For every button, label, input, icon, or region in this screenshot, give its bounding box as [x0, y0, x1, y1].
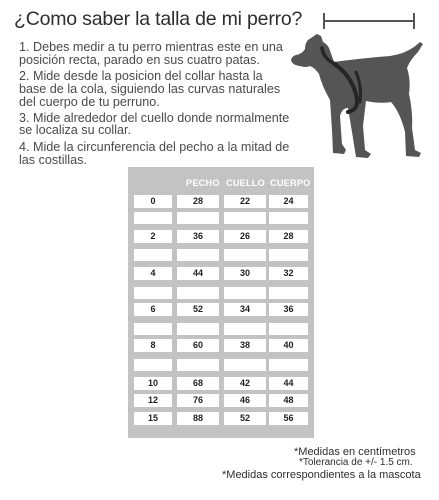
table-cell-cuerpo: 32 — [269, 267, 308, 280]
table-cell-size: 8 — [134, 339, 172, 352]
spacer-cell — [224, 249, 266, 261]
spacer-cell — [177, 323, 219, 335]
table-cell-cuerpo: 48 — [269, 394, 308, 407]
table-cell-cuerpo: 24 — [269, 195, 308, 208]
spacer-cell — [269, 212, 308, 224]
table-cell-cuerpo: 40 — [269, 339, 308, 352]
table-cell-cuerpo: 28 — [269, 230, 308, 243]
table-cell-size: 0 — [134, 195, 172, 208]
table-cell-pecho: 28 — [177, 195, 219, 208]
note-tolerance: *Tolerancia de +/- 1.5 cm. — [299, 457, 413, 468]
table-cell-pecho: 44 — [177, 267, 219, 280]
table-cell-pecho: 36 — [177, 230, 219, 243]
table-cell-cuerpo: 36 — [269, 303, 308, 316]
table-cell-cuerpo: 44 — [269, 377, 308, 390]
spacer-cell — [269, 359, 308, 371]
table-cell-pecho: 60 — [177, 339, 219, 352]
table-cell-size: 10 — [134, 377, 172, 390]
spacer-cell — [177, 359, 219, 371]
column-header-cuello: CUELLO — [226, 178, 265, 188]
spacer-cell — [134, 359, 172, 371]
spacer-cell — [269, 287, 308, 299]
spacer-cell — [134, 287, 172, 299]
column-header-pecho: PECHO — [186, 178, 220, 188]
step-2-line-3: del cuerpo de tu perruno. — [19, 95, 160, 109]
spacer-cell — [224, 287, 266, 299]
note-units: *Medidas en centímetros — [294, 446, 416, 458]
spacer-cell — [134, 249, 172, 261]
spacer-cell — [224, 323, 266, 335]
spacer-cell — [134, 323, 172, 335]
step-4-line-2: las costillas. — [19, 153, 87, 167]
table-cell-cuello: 38 — [224, 339, 266, 352]
spacer-cell — [224, 359, 266, 371]
spacer-cell — [269, 323, 308, 335]
table-cell-cuello: 52 — [224, 412, 266, 425]
table-cell-cuello: 26 — [224, 230, 266, 243]
dog-measure-illustration — [264, 8, 436, 180]
table-cell-cuello: 46 — [224, 394, 266, 407]
spacer-cell — [269, 249, 308, 261]
step-1-line-2: posición recta, parado en sus cuatro patas. — [19, 53, 260, 67]
column-header-cuerpo: CUERPO — [270, 178, 311, 188]
step-2-line-1: 2. Mide desde la posicion del collar hasta la — [19, 69, 263, 83]
table-cell-size: 4 — [134, 267, 172, 280]
table-cell-size: 12 — [134, 394, 172, 407]
spacer-cell — [224, 212, 266, 224]
spacer-cell — [177, 212, 219, 224]
table-cell-size: 6 — [134, 303, 172, 316]
table-cell-cuello: 22 — [224, 195, 266, 208]
step-1-line-1: 1. Debes medir a tu perro mientras este en una — [19, 40, 283, 54]
table-cell-cuello: 30 — [224, 267, 266, 280]
spacer-cell — [177, 249, 219, 261]
body-length-indicator-icon — [324, 13, 414, 29]
table-cell-size: 15 — [134, 412, 172, 425]
step-2-line-2: base de la cola, siguiendo las curvas naturales — [19, 82, 281, 96]
table-cell-cuello: 34 — [224, 303, 266, 316]
table-cell-cuerpo: 56 — [269, 412, 308, 425]
spacer-cell — [134, 212, 172, 224]
table-cell-pecho: 68 — [177, 377, 219, 390]
spacer-cell — [177, 287, 219, 299]
table-cell-size: 2 — [134, 230, 172, 243]
step-4-line-1: 4. Mide la circunferencia del pecho a la mitad de — [19, 140, 290, 154]
page-title: ¿Como saber la talla de mi perro? — [14, 8, 303, 30]
table-cell-cuello: 42 — [224, 377, 266, 390]
table-cell-pecho: 76 — [177, 394, 219, 407]
table-cell-pecho: 52 — [177, 303, 219, 316]
table-cell-pecho: 88 — [177, 412, 219, 425]
step-3-line-2: se localiza su collar. — [19, 123, 131, 137]
step-3-line-1: 3. Mide alrededor del cuello donde normalmente — [19, 111, 290, 125]
note-pet-measures: *Medidas correspondientes a la mascota — [222, 469, 421, 481]
